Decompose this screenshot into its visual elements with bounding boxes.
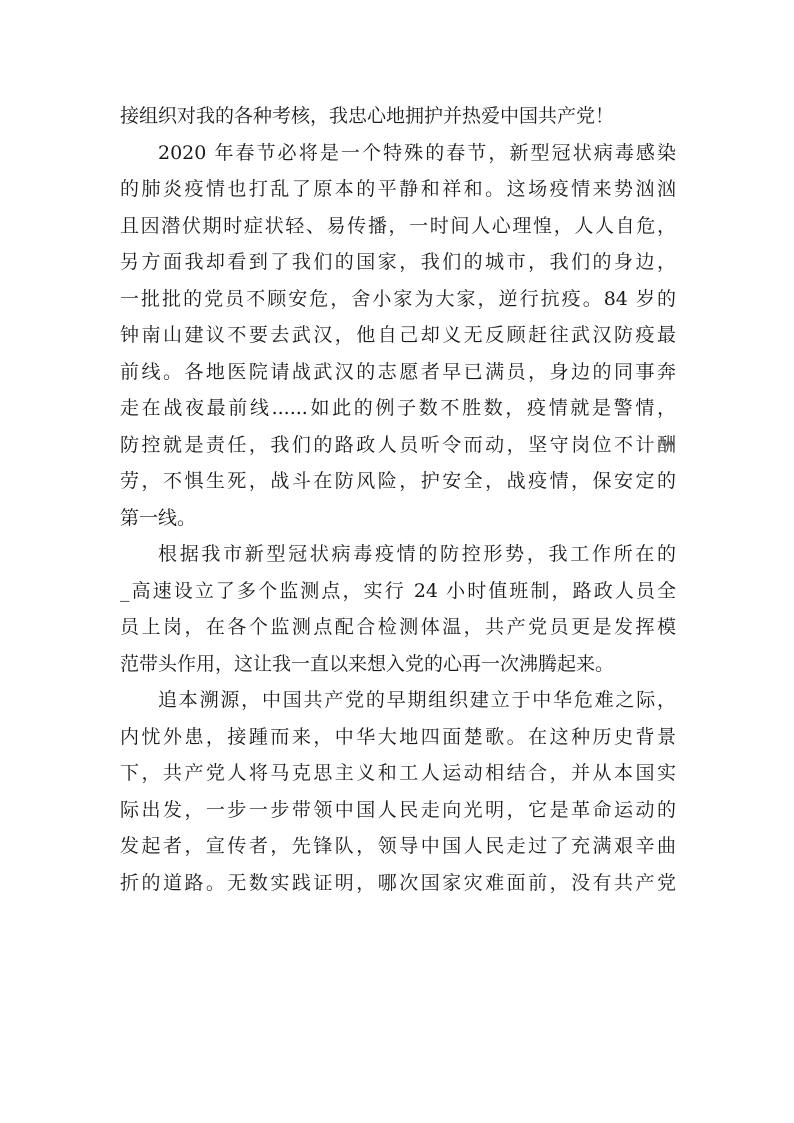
text-line: 员上岗，在各个监测点配合检测体温，共产党员更是发挥模 bbox=[120, 616, 676, 638]
text-line: _高速设立了多个监测点，实行 24 小时值班制，路政人员全 bbox=[120, 579, 676, 602]
text-line: 2020 年春节必将是一个特殊的春节，新型冠状病毒感染 bbox=[158, 141, 676, 164]
text-line: 范带头作用，这让我一直以来想入党的心再一次沸腾起来。 bbox=[120, 652, 615, 675]
text-line: 接组织对我的各种考核，我忠心地拥护并热爱中国共产党！ bbox=[120, 105, 615, 127]
text-line: 根据我市新型冠状病毒疫情的防控形势，我工作所在的 bbox=[158, 543, 676, 565]
text-line: 钟南山建议不要去武汉，他自己却义无反顾赶往武汉防疫最 bbox=[120, 324, 676, 346]
text-line: 追本溯源，中国共产党的早期组织建立于中华危难之际， bbox=[158, 689, 676, 711]
document-body bbox=[120, 98, 676, 901]
text-line: 防控就是责任，我们的路政人员听令而动，坚守岗位不计酬 bbox=[120, 433, 676, 456]
text-line: 发起者，宣传者，先锋队，领导中国人民走过了充满艰辛曲 bbox=[120, 835, 676, 857]
text-line: 内忧外患，接踵而来，中华大地四面楚歌。在这种历史背景 bbox=[120, 725, 676, 748]
text-line: 际出发，一步一步带领中国人民走向光明，它是革命运动的 bbox=[120, 798, 676, 821]
text-line: 劳，不惧生死，战斗在防风险，护安全，战疫情，保安定的 bbox=[120, 470, 676, 492]
text-line: 前线。各地医院请战武汉的志愿者早已满员，身边的同事奔 bbox=[120, 360, 676, 383]
text-line: 的肺炎疫情也打乱了原本的平静和祥和。这场疫情来势汹汹 bbox=[120, 178, 676, 200]
text-line: 且因潜伏期时症状轻、易传播，一时间人心理惶，人人自危， bbox=[120, 214, 676, 237]
text-line: 下，共产党人将马克思主义和工人运动相结合，并从本国实 bbox=[120, 762, 676, 784]
text-line: 另方面我却看到了我们的国家，我们的城市，我们的身边， bbox=[120, 251, 676, 273]
text-line: 一批批的党员不顾安危，舍小家为大家，逆行抗疫。84 岁的 bbox=[120, 287, 676, 310]
text-line: 第一线。 bbox=[120, 506, 197, 529]
text-line: 走在战夜最前线......如此的例子数不胜数，疫情就是警情， bbox=[120, 397, 676, 419]
text-line: 折的道路。无数实践证明，哪次国家灾难面前，没有共产党 bbox=[120, 871, 676, 894]
